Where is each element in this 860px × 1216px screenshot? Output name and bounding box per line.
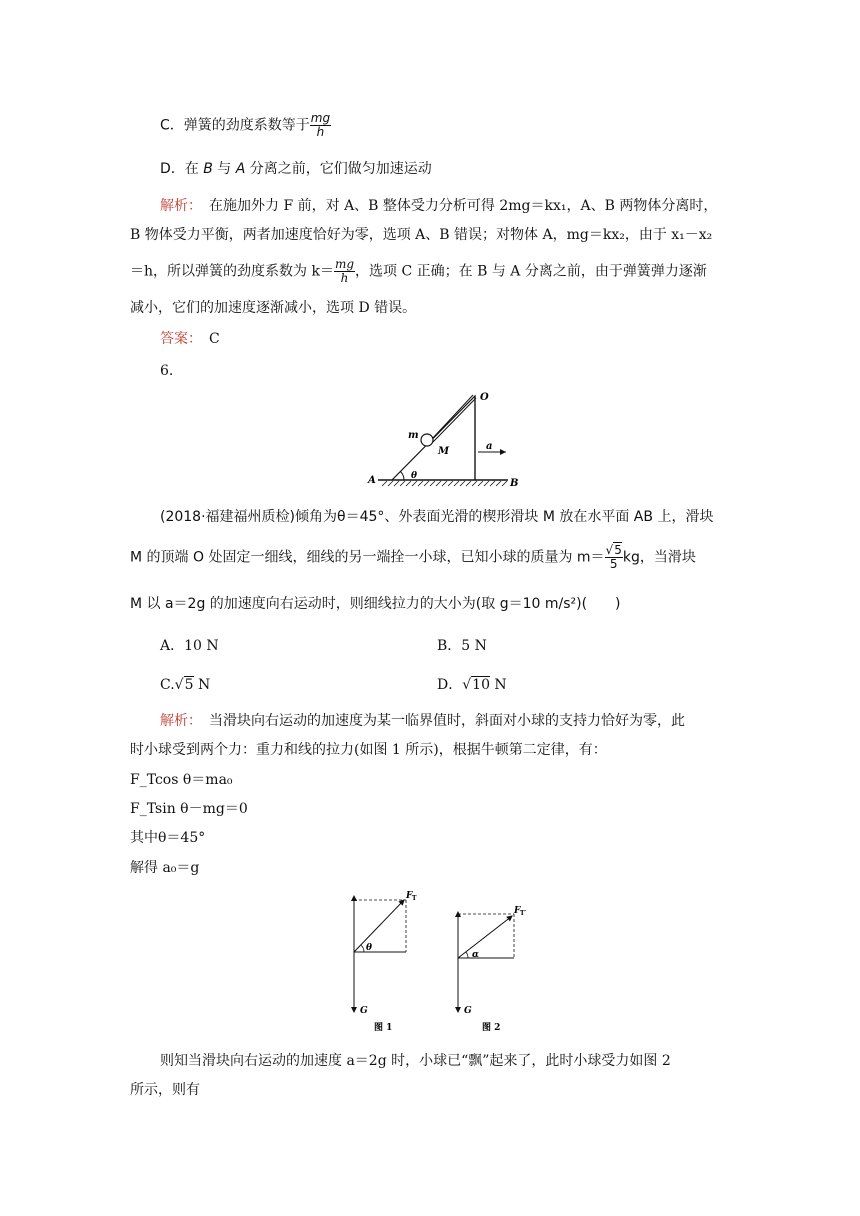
q6-stem-line-1: (2018·福建福州质检)倾角为θ＝45°、外表面光滑的楔形滑块 M 放在水平面 AB 上，滑块 bbox=[160, 509, 714, 525]
q6-option-c: C.√5 N bbox=[160, 677, 211, 693]
q6-stem-line-2 bbox=[130, 544, 696, 571]
unit: N bbox=[489, 677, 507, 693]
q6-stem-line-3: M 以 a＝2g 的加速度向右运动时，则细线拉力的大小为(取 g＝10 m/s²)( ) bbox=[130, 596, 621, 612]
option-d-a: A bbox=[235, 161, 246, 177]
question-number: 6. bbox=[160, 363, 174, 379]
q6-analysis-line-2: 时小球受到两个力：重力和线的拉力(如图 1 所示)，根据牛顿第二定律，有： bbox=[130, 742, 607, 758]
label-point-b: B bbox=[510, 478, 519, 489]
label-alpha: α bbox=[472, 950, 479, 960]
option-d bbox=[160, 159, 432, 179]
figure-1-caption: 图 1 bbox=[374, 1023, 393, 1033]
label-ft-prime: F bbox=[514, 906, 521, 916]
analysis-label: 解析： bbox=[160, 198, 195, 214]
ground-hatch bbox=[382, 481, 507, 486]
string-edge bbox=[433, 398, 476, 442]
unit: N bbox=[193, 677, 211, 693]
angle-arc bbox=[401, 472, 405, 481]
analysis-label: 解析： bbox=[160, 713, 195, 729]
label-t-subscript: T bbox=[412, 895, 417, 902]
figure-2-caption: 图 2 bbox=[482, 1023, 501, 1033]
label-a: a bbox=[486, 441, 493, 452]
q5-analysis-line-1 bbox=[160, 196, 717, 216]
label-g: G bbox=[360, 1006, 368, 1016]
force-diagrams bbox=[340, 888, 540, 1038]
option-d-post: 分离之前，它们做匀加速运动 bbox=[245, 161, 432, 177]
condition-line: 其中θ＝45° bbox=[130, 830, 206, 846]
label-m: m bbox=[408, 430, 419, 441]
q5-analysis-line-4: 减小，它们的加速度逐渐减小，选项 D 错误。 bbox=[130, 300, 417, 316]
q6-option-d: D．√10 N bbox=[437, 677, 507, 693]
option-label: C. bbox=[160, 677, 175, 693]
option-c-fraction bbox=[310, 112, 331, 139]
mass-fraction: $\frac{√5}{5}$ bbox=[605, 543, 622, 571]
figure-1 bbox=[354, 891, 417, 1033]
label-theta: θ bbox=[366, 943, 373, 953]
label-t-prime-subscript: T′ bbox=[520, 910, 527, 917]
q5-analysis-line-3 bbox=[130, 258, 707, 285]
label-g: G bbox=[464, 1006, 472, 1016]
equation-1: F_Tcos θ＝ma₀ bbox=[130, 772, 233, 788]
analysis-text: 当滑块向右运动的加速度为某一临界值时，斜面对小球的支持力恰好为零，此 bbox=[209, 713, 685, 729]
q6-option-b: B．5 N bbox=[437, 638, 487, 654]
analysis-fraction bbox=[334, 258, 355, 285]
solution-line: 解得 a₀＝g bbox=[130, 860, 200, 876]
fraction-denominator: h bbox=[316, 125, 325, 139]
analysis-text: ，选项 C 正确；在 B 与 A 分离之前，由于弹簧弹力逐渐 bbox=[355, 263, 707, 280]
wedge-figure bbox=[360, 382, 520, 492]
fraction-numerator: mg bbox=[310, 111, 331, 125]
option-c bbox=[160, 112, 331, 139]
fraction-denominator: 5 bbox=[609, 557, 618, 571]
q6-option-a: A．10 N bbox=[160, 638, 219, 654]
option-d-pre: D．在 bbox=[160, 161, 204, 177]
option-d-b: B bbox=[203, 161, 213, 177]
analysis-text: ＝h，所以弹簧的劲度系数为 k＝ bbox=[130, 263, 334, 280]
fraction-denominator: h bbox=[340, 271, 349, 285]
fraction-numerator: 5 bbox=[614, 543, 622, 557]
fraction-numerator: mg bbox=[334, 257, 355, 271]
radicand: 5 bbox=[184, 677, 194, 693]
equation-2: F_Tsin θ－mg＝0 bbox=[130, 801, 248, 817]
label-point-a: A bbox=[368, 475, 376, 486]
string bbox=[431, 395, 473, 440]
q5-answer bbox=[160, 329, 220, 349]
label-ft: F bbox=[406, 891, 413, 901]
answer-value: C bbox=[209, 331, 220, 347]
figure-2 bbox=[458, 906, 526, 1033]
stem-text: ，当滑块 bbox=[639, 549, 696, 566]
q6-analysis-line-1 bbox=[160, 711, 685, 731]
mass-unit: kg bbox=[622, 549, 640, 566]
label-o: O bbox=[480, 392, 489, 403]
analysis-text: 在施加外力 F 前，对 A、B 整体受力分析可得 2mg＝kx₁，A、B 两物体分离时， bbox=[209, 198, 718, 214]
ball bbox=[421, 434, 433, 446]
option-d-mid: 与 bbox=[212, 161, 236, 177]
answer-label: 答案： bbox=[160, 331, 195, 347]
stem-text: M 的顶端 O 处固定一细线，细线的另一端拴一小球，已知小球的质量为 m＝ bbox=[130, 549, 605, 566]
conclusion-line-2: 所示，则有 bbox=[130, 1082, 200, 1098]
radicand: 10 bbox=[472, 677, 490, 693]
conclusion-line-1: 则知当滑块向右运动的加速度 a＝2g 时，小球已“飘”起来了，此时小球受力如图 2 bbox=[160, 1053, 671, 1069]
label-theta: θ bbox=[411, 471, 418, 481]
label-big-m: M bbox=[438, 446, 450, 457]
option-c-text: C．弹簧的劲度系数等于 bbox=[160, 117, 310, 134]
option-label: D． bbox=[437, 677, 463, 693]
arrow-head bbox=[500, 449, 506, 455]
q5-analysis-line-2: B 物体受力平衡，两者加速度恰好为零，选项 A、B 错误；对物体 A，mg＝kx₂，由于 x₁－x₂ bbox=[130, 227, 713, 243]
